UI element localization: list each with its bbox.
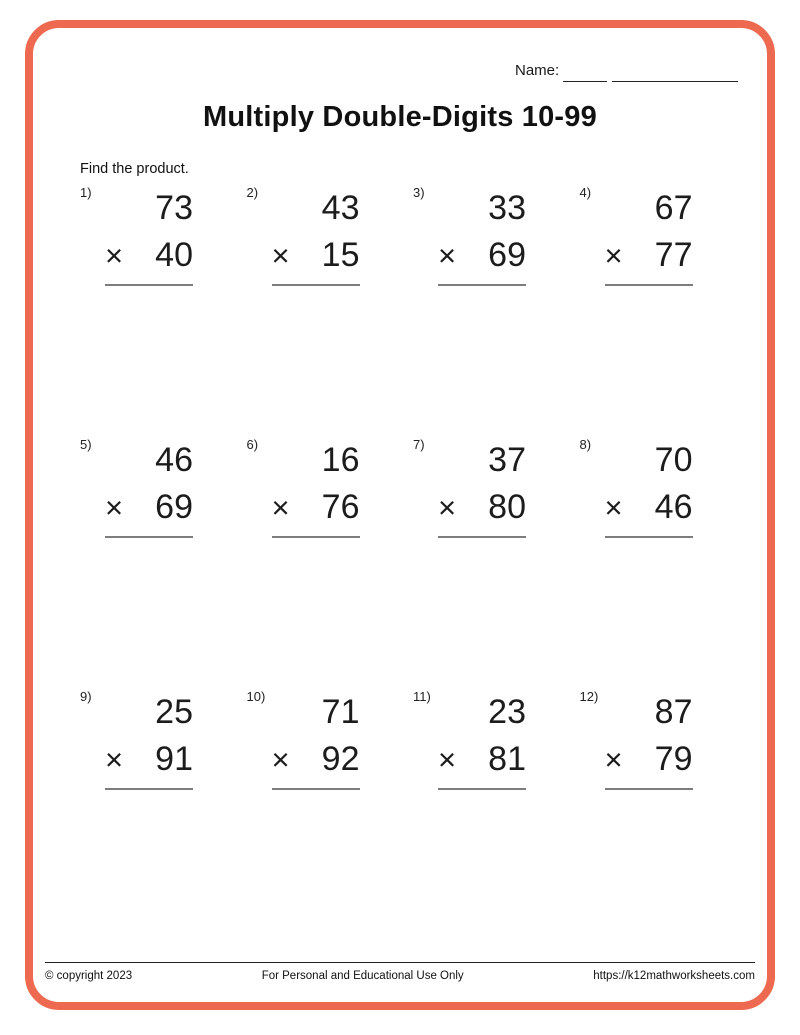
- problem-work-area: [605, 184, 693, 286]
- footer-website-url: https://k12mathworksheets.com: [593, 970, 755, 982]
- multiplicand: 37: [488, 441, 526, 479]
- name-blank-line: [612, 61, 738, 82]
- footer-copyright: © copyright 2023: [45, 970, 133, 982]
- answer-line: [438, 788, 526, 790]
- multiplier: 79: [654, 740, 693, 778]
- multiplicand: 46: [155, 441, 193, 479]
- multiplier: 15: [321, 236, 360, 274]
- multiplicand: 71: [321, 693, 360, 731]
- answer-line: [605, 284, 693, 286]
- multiplier: 69: [488, 236, 526, 274]
- problem-work-area: [105, 436, 193, 538]
- problem-5: [78, 436, 245, 688]
- answer-line: [438, 536, 526, 538]
- multiply-sign: ×: [105, 238, 124, 273]
- multiply-sign: ×: [438, 238, 457, 273]
- multiplicand: 67: [654, 189, 693, 227]
- multiplier: 76: [321, 488, 360, 526]
- footer-usage-note: For Personal and Educational Use Only: [261, 970, 464, 982]
- problem-8: [578, 436, 745, 688]
- problem-number: 2): [246, 185, 259, 200]
- answer-line: [272, 284, 360, 286]
- problem-number: 7): [413, 437, 425, 452]
- problem-number: 3): [413, 185, 425, 200]
- answer-line: [605, 536, 693, 538]
- multiplier: 81: [488, 740, 526, 778]
- problem-12: [578, 688, 745, 940]
- multiplier: 91: [155, 740, 193, 778]
- instruction-text: Find the product.: [80, 161, 189, 177]
- problem-work-area: [105, 688, 193, 790]
- multiply-sign: ×: [604, 742, 623, 777]
- multiplicand: 87: [654, 693, 693, 731]
- multiply-sign: ×: [438, 490, 457, 525]
- multiplier: 69: [155, 488, 193, 526]
- answer-line: [605, 788, 693, 790]
- multiply-sign: ×: [604, 490, 623, 525]
- multiply-sign: ×: [105, 742, 124, 777]
- name-label: Name:: [515, 62, 560, 79]
- multiplicand: 70: [654, 441, 693, 479]
- multiplier: 92: [321, 740, 360, 778]
- problem-3: [411, 184, 578, 436]
- footer: [45, 970, 755, 982]
- problem-work-area: [438, 436, 526, 538]
- problem-1: [78, 184, 245, 436]
- problem-work-area: [105, 184, 193, 286]
- problem-work-area: [272, 436, 360, 538]
- problem-work-area: [438, 688, 526, 790]
- name-field: [515, 58, 738, 82]
- problem-number: 10): [246, 689, 266, 704]
- problem-9: [78, 688, 245, 940]
- multiplicand: 16: [321, 441, 360, 479]
- multiplier: 46: [654, 488, 693, 526]
- answer-line: [272, 788, 360, 790]
- multiply-sign: ×: [604, 238, 623, 273]
- problem-work-area: [605, 688, 693, 790]
- problem-number: 1): [80, 185, 92, 200]
- page-title: Multiply Double-Digits 10-99: [203, 101, 597, 133]
- multiplier: 80: [488, 488, 526, 526]
- answer-line: [438, 284, 526, 286]
- footer-divider: [45, 962, 755, 963]
- multiplier: 40: [155, 236, 193, 274]
- multiply-sign: ×: [105, 490, 124, 525]
- problem-work-area: [605, 436, 693, 538]
- problem-2: [245, 184, 412, 436]
- problem-number: 11): [413, 689, 431, 704]
- problem-7: [411, 436, 578, 688]
- multiply-sign: ×: [271, 742, 290, 777]
- problem-number: 9): [80, 689, 92, 704]
- answer-line: [105, 788, 193, 790]
- problem-work-area: [272, 184, 360, 286]
- problem-6: [245, 436, 412, 688]
- name-blank-line: [563, 61, 607, 82]
- multiplicand: 23: [488, 693, 526, 731]
- multiplicand: 73: [155, 189, 193, 227]
- multiplicand: 25: [155, 693, 193, 731]
- problem-4: [578, 184, 745, 436]
- problem-number: 8): [579, 437, 592, 452]
- problem-work-area: [438, 184, 526, 286]
- problem-work-area: [272, 688, 360, 790]
- multiply-sign: ×: [271, 490, 290, 525]
- problems-grid: [78, 184, 744, 940]
- answer-line: [105, 536, 193, 538]
- problem-number: 5): [80, 437, 92, 452]
- problem-number: 6): [246, 437, 259, 452]
- problem-11: [411, 688, 578, 940]
- multiplicand: 43: [321, 189, 360, 227]
- problem-10: [245, 688, 412, 940]
- problem-number: 12): [579, 689, 599, 704]
- multiplier: 77: [654, 236, 693, 274]
- answer-line: [272, 536, 360, 538]
- multiply-sign: ×: [438, 742, 457, 777]
- multiply-sign: ×: [271, 238, 290, 273]
- problem-number: 4): [579, 185, 592, 200]
- multiplicand: 33: [488, 189, 526, 227]
- answer-line: [105, 284, 193, 286]
